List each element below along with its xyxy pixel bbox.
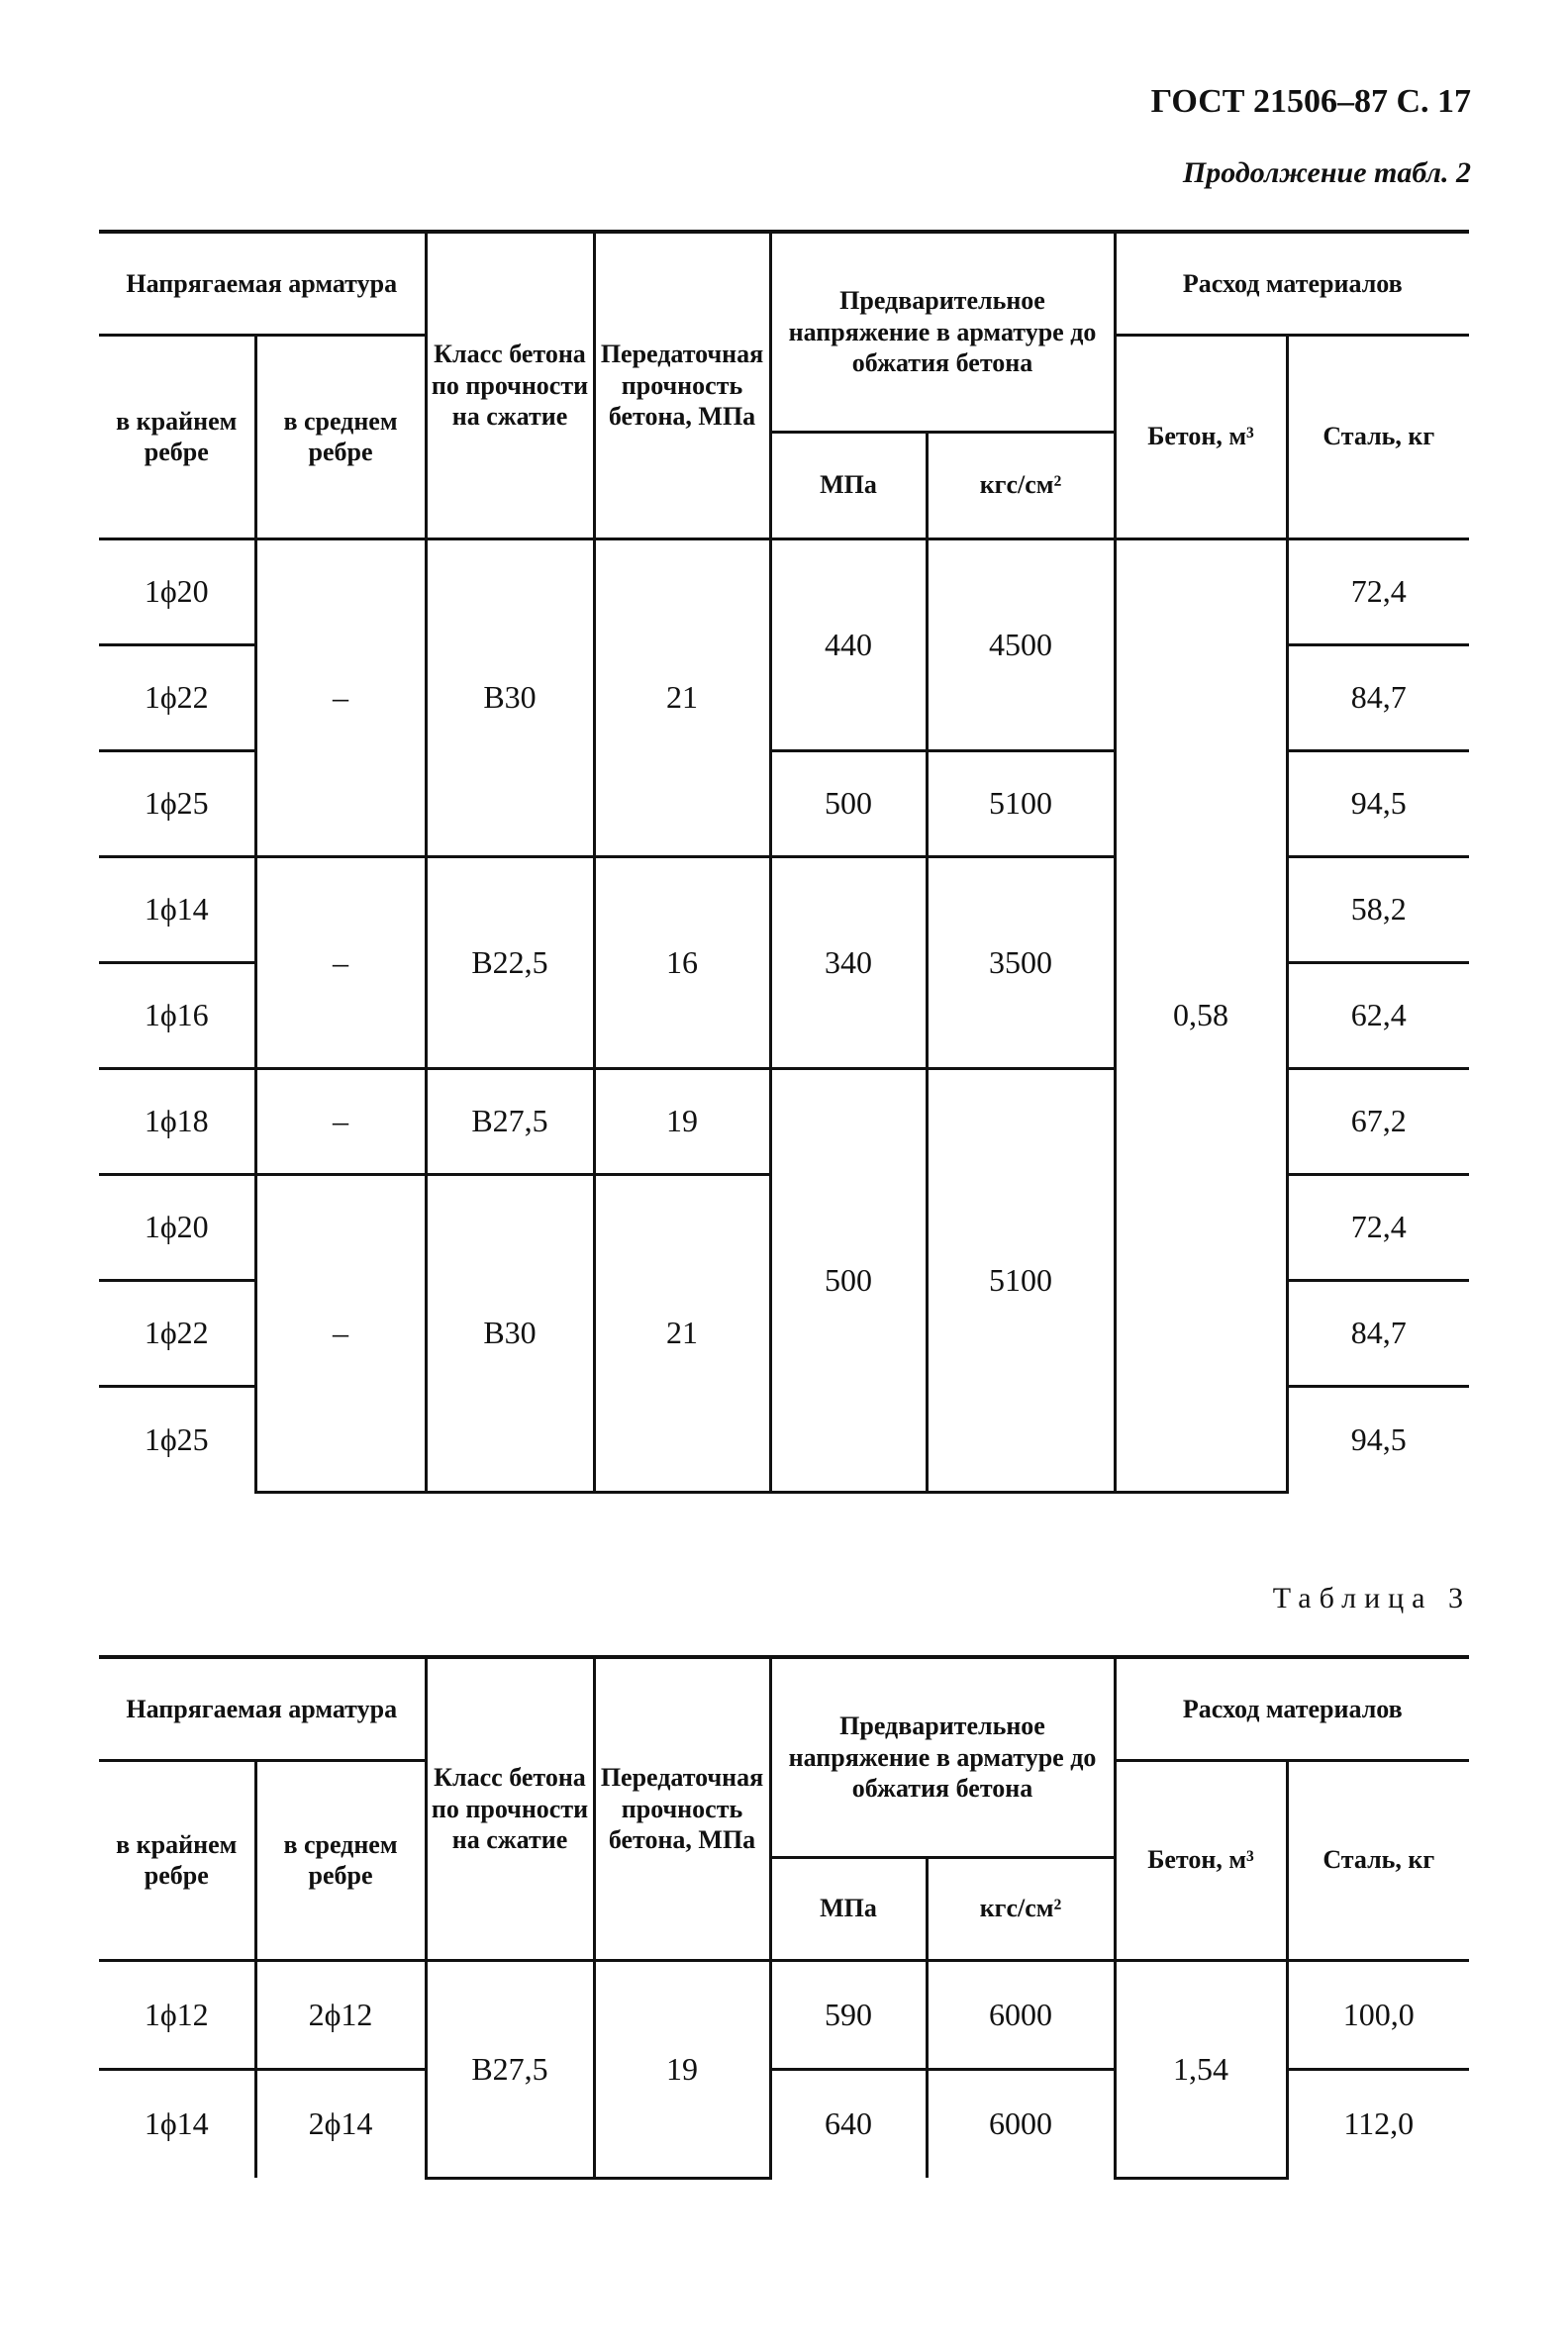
table-cell: 72,4: [1287, 538, 1469, 644]
header-kgf: кгс/см²: [927, 1857, 1115, 1960]
header-edge-rib: в крайнем ребре: [99, 1760, 255, 1960]
header-transfer-strength: Передаточная прочность бетона, МПа: [594, 232, 770, 538]
header-reinforcement: Напрягаемая арматура: [99, 232, 426, 335]
table-cell: 1ϕ22: [99, 644, 255, 750]
header-prestress: Предварительное напряжение в арматуре до обжатия бетона: [770, 232, 1115, 432]
table-cell: 94,5: [1287, 750, 1469, 856]
table-cell: 1ϕ25: [99, 1386, 255, 1492]
table-cell: 640: [770, 2069, 927, 2178]
header-concrete-class: Класс бетона по прочности на сжатие: [426, 232, 594, 538]
header-mpa: МПа: [770, 432, 927, 538]
table-cell: 1ϕ22: [99, 1280, 255, 1386]
table-cell: 500: [770, 750, 927, 856]
table-cell: 1ϕ14: [99, 2069, 255, 2178]
header-kgf: кгс/см²: [927, 432, 1115, 538]
header-mpa: МПа: [770, 1857, 927, 1960]
table-cell: 2ϕ14: [255, 2069, 426, 2178]
header-steel-mass: Сталь, кг: [1287, 1760, 1469, 1960]
table-cell: 0,58: [1115, 538, 1287, 1492]
table-cell: В27,5: [426, 1068, 594, 1174]
page-header: ГОСТ 21506–87 С. 17: [1150, 83, 1471, 120]
table-cell: 4500: [927, 538, 1115, 750]
header-reinforcement: Напрягаемая арматура: [99, 1657, 426, 1760]
table-cell: –: [255, 1068, 426, 1174]
table-cell: В30: [426, 538, 594, 856]
header-concrete-volume: Бетон, м³: [1115, 1760, 1287, 1960]
table-cell: 1ϕ16: [99, 962, 255, 1068]
header-edge-rib: в крайнем ребре: [99, 335, 255, 538]
header-prestress: Предварительное напряжение в арматуре до обжатия бетона: [770, 1657, 1115, 1857]
table-cell: 112,0: [1287, 2069, 1469, 2178]
header-middle-rib: в среднем ребре: [255, 1760, 426, 1960]
table-continuation-label: Продолжение табл. 2: [1182, 156, 1471, 189]
table-cell: 21: [594, 1174, 770, 1492]
table-cell: –: [255, 856, 426, 1068]
table-cell: В22,5: [426, 856, 594, 1068]
table-cell: 67,2: [1287, 1068, 1469, 1174]
table-2: [99, 230, 1469, 1494]
table-cell: 1ϕ12: [99, 1960, 255, 2069]
table-cell: В30: [426, 1174, 594, 1492]
header-material-consumption: Расход материалов: [1115, 1657, 1469, 1760]
table-cell: 1ϕ18: [99, 1068, 255, 1174]
header-transfer-strength: Передаточная прочность бетона, МПа: [594, 1657, 770, 1960]
table-cell: 440: [770, 538, 927, 750]
table-cell: 19: [594, 1960, 770, 2178]
table-cell: 340: [770, 856, 927, 1068]
table-cell: 1,54: [1115, 1960, 1287, 2178]
table-cell: 1ϕ20: [99, 1174, 255, 1280]
table-cell: 16: [594, 856, 770, 1068]
table-cell: 1ϕ25: [99, 750, 255, 856]
table-cell: 5100: [927, 1068, 1115, 1492]
table-3-caption: Таблица 3: [1272, 1582, 1471, 1614]
table-cell: 84,7: [1287, 1280, 1469, 1386]
table-cell: В27,5: [426, 1960, 594, 2178]
table-3: [99, 1655, 1469, 2180]
table-cell: 1ϕ14: [99, 856, 255, 962]
table-cell: –: [255, 538, 426, 856]
table-cell: 58,2: [1287, 856, 1469, 962]
table-cell: –: [255, 1174, 426, 1492]
header-concrete-volume: Бетон, м³: [1115, 335, 1287, 538]
table-cell: 62,4: [1287, 962, 1469, 1068]
table-cell: 5100: [927, 750, 1115, 856]
table-cell: 6000: [927, 2069, 1115, 2178]
header-middle-rib: в среднем ребре: [255, 335, 426, 538]
table-cell: 590: [770, 1960, 927, 2069]
table-cell: 2ϕ12: [255, 1960, 426, 2069]
table-cell: 72,4: [1287, 1174, 1469, 1280]
table-cell: 6000: [927, 1960, 1115, 2069]
table-cell: 3500: [927, 856, 1115, 1068]
header-steel-mass: Сталь, кг: [1287, 335, 1469, 538]
table-cell: 94,5: [1287, 1386, 1469, 1492]
table-cell: 500: [770, 1068, 927, 1492]
table-cell: 84,7: [1287, 644, 1469, 750]
table-cell: 100,0: [1287, 1960, 1469, 2069]
header-concrete-class: Класс бетона по прочности на сжатие: [426, 1657, 594, 1960]
table-cell: 1ϕ20: [99, 538, 255, 644]
header-material-consumption: Расход материалов: [1115, 232, 1469, 335]
table-cell: 19: [594, 1068, 770, 1174]
table-cell: 21: [594, 538, 770, 856]
